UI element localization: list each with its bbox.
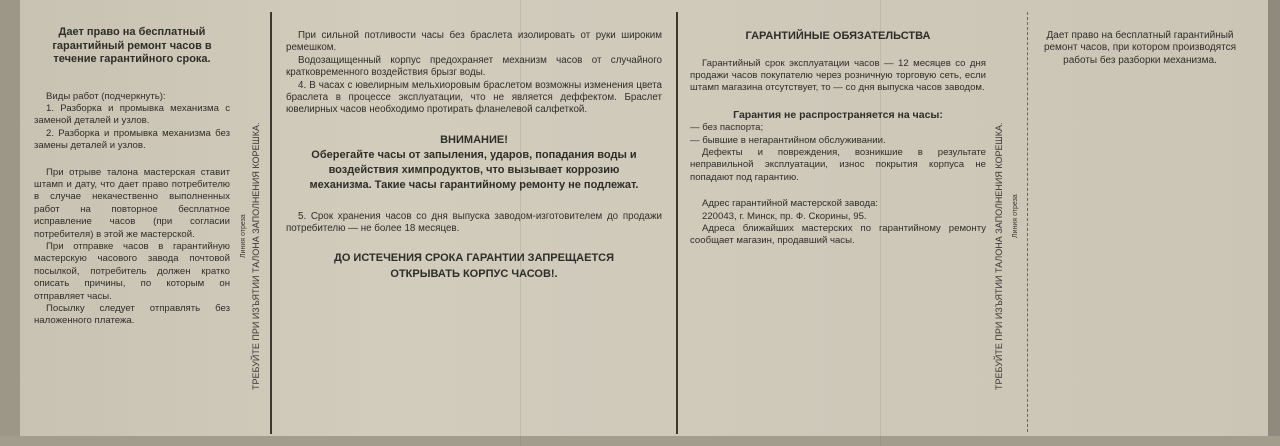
panel3-paragraph: Адреса ближайших мастерских по гарантийному ремонту сообщает магазин, продавший часы. [690,223,986,247]
no-warranty-title: Гарантия не распространяется на часы: [733,108,943,121]
panel3-paragraph: Гарантийный срок эксплуатации часов — 12 месяцев со дня продажи часов покупателю через розничную торговую сеть, если штамп магазина отсутствует, то — со дня выпуска часов заводом. [690,57,986,94]
address: 220043, г. Минск, пр. Ф. Скорины, 95. [702,210,867,222]
panel1-paragraph: При отрыве талона мастерская ставит штамп и дату, что дает право потребителю в случае некачественно выполненных работ на повторное бесплатное исправление часов (при согласии потребителя) в этой же мастерской. [34,166,230,240]
warning-text: Оберегайте часы от запыления, ударов, попадания воды и воздействия химпродуктов, что вызывает коррозию механизма. Такие часы гарантийному ремонту не подлежат. [309,148,639,191]
panel3-heading: ГАРАНТИЙНЫЕ ОБЯЗАТЕЛЬСТВА [745,30,931,42]
panel1-paragraph: Посылку следует отправлять без наложенного платежа. [34,303,230,327]
warning-title: ВНИМАНИЕ! [440,133,508,146]
panel-divider [676,12,678,434]
address-title: Адрес гарантийной мастерской завода: [702,198,879,210]
coupon-panel-2 [286,30,662,282]
paper-edge-left [0,0,20,446]
panel3-paragraph: Дефекты и повреждения, возникшие в результате неправильной эксплуатации, износ покрытия корпуса не попадают под гарантию. [690,147,986,183]
work-types-title: Виды работ (подчеркнуть): [46,90,166,102]
coupon-panel-4 [1040,30,1240,67]
no-warranty-item: — без паспорта; [690,122,764,134]
panel1-heading: Дает право на бесплатный гарантийный ремонт часов в течение гарантийного срока. [52,26,212,65]
panel2-paragraph: При сильной потливости часы без браслета изолировать от руки широким ремешком. [286,30,662,54]
stub2-require-text: ТРЕБУЙТЕ ПРИ ИЗЪЯТИИ ТАЛОНА ЗАПОЛНЕНИЯ КОРЕШКА. [994,122,1004,390]
no-warranty-item: — бывшие в негарантийном обслуживании. [690,134,886,146]
paper-edge-right [1268,0,1280,446]
stub1-require-text: ТРЕБУЙТЕ ПРИ ИЗЪЯТИИ ТАЛОНА ЗАПОЛНЕНИЯ КОРЕШКА. [251,122,261,390]
cut-line [1027,12,1028,432]
coupon-panel-1 [34,26,230,328]
panel2-storage: 5. Срок хранения часов со дня выпуска заводом-изготовителем до продажи потребителю — не более 18 месяцев. [286,210,662,235]
coupon-panel-3 [690,30,986,248]
panel2-paragraph: Водозащищенный корпус предохраняет механизм часов от случайного кратковременного воздействия брызг воды. [286,54,662,79]
panel4-text: Дает право на бесплатный гарантийный ремонт часов, при котором производятся работы без разборки механизма. [1043,30,1237,66]
paper-edge-bottom [0,436,1280,446]
work-item-1: 1. Разборка и промывка механизма с заменой деталей и узлов. [34,102,230,127]
final-warning: ДО ИСТЕЧЕНИЯ СРОКА ГАРАНТИИ ЗАПРЕЩАЕТСЯ ОТКРЫВАТЬ КОРПУС ЧАСОВ!. [333,251,615,280]
panel2-paragraph: 4. В часах с ювелирным мельхиоровым браслетом возможны изменения цвета браслета в процессе эксплуатации, что не является деффектом. Браслет ювелирных часов необходимо протирать фланелевой салфеткой. [286,79,662,116]
work-item-2: 2. Разборка и промывка механизма без замены деталей и узлов. [34,127,230,152]
panel1-paragraph: При отправке часов в гарантийную мастерскую часового завода почтовой посылкой, потребитель должен кратко описать причины, по которым он отправляет часы. [34,240,230,302]
stub1-cut-line: Линия отреза [240,214,247,258]
panel-divider [270,12,272,434]
stub2-cut-line: Линия отреза [1012,194,1019,238]
